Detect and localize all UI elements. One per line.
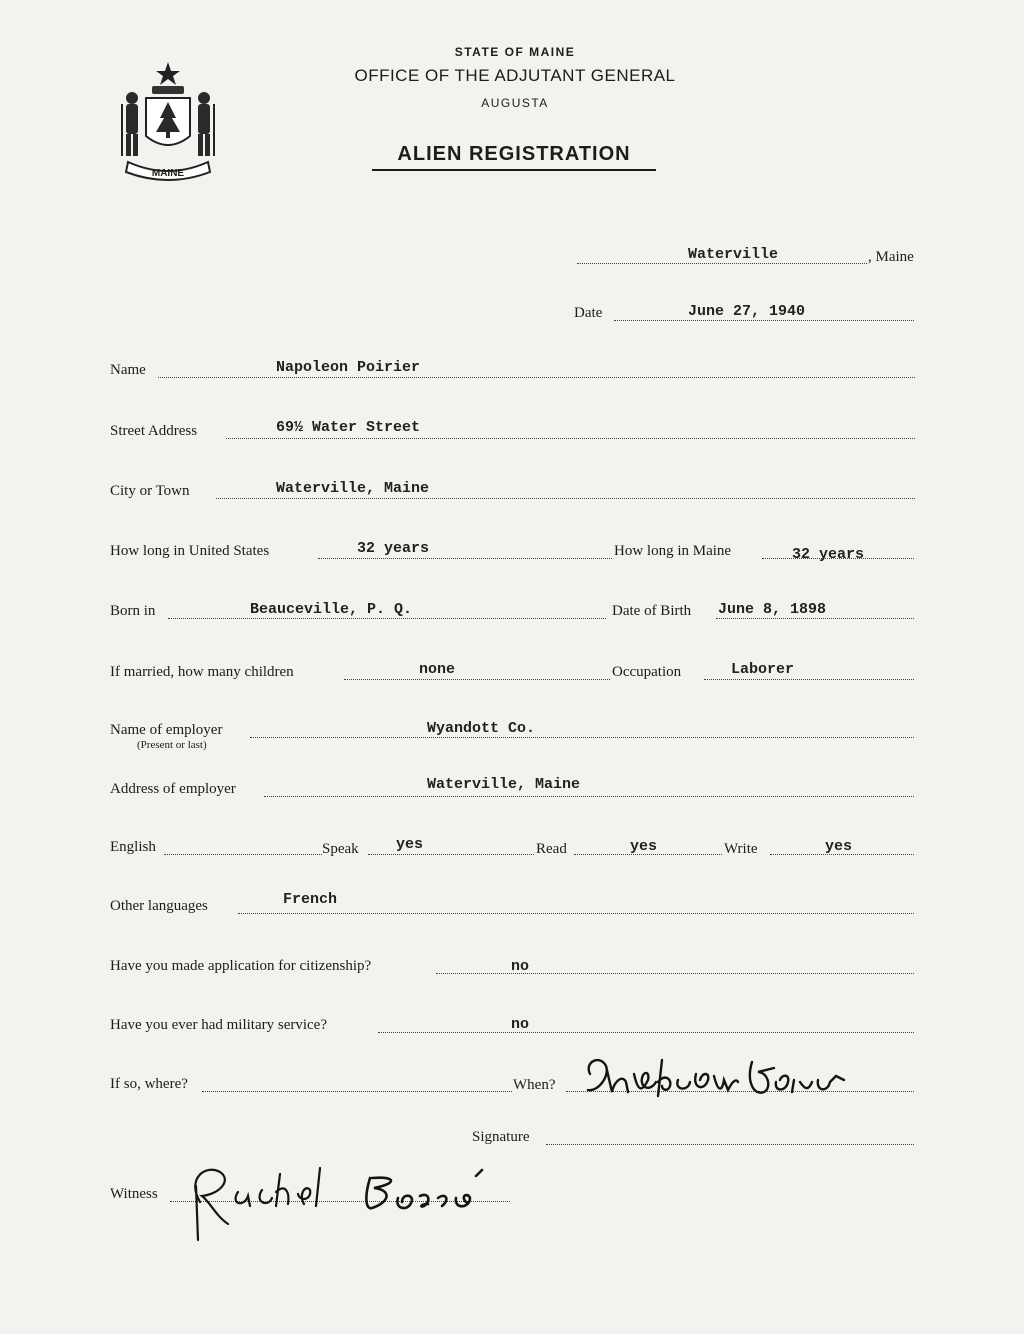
street-address-label: Street Address: [110, 423, 198, 439]
employer-name-sublabel: (Present or last): [137, 739, 207, 751]
read-value: yes: [630, 838, 658, 855]
applicant-signature: [578, 1052, 858, 1108]
when-label: When?: [513, 1077, 556, 1093]
employer-address-line: [264, 796, 914, 797]
write-value: yes: [825, 838, 853, 855]
date-label: Date: [574, 305, 603, 321]
date-line: [614, 320, 914, 321]
children-label: If married, how many children: [110, 664, 294, 680]
city-line: [216, 498, 915, 499]
children-value: none: [419, 661, 456, 678]
other-languages-line: [238, 913, 914, 914]
date-value: June 27, 1940: [688, 303, 806, 320]
citizenship-value: no: [511, 958, 530, 975]
dob-label: Date of Birth: [612, 603, 692, 619]
occupation-label: Occupation: [612, 664, 682, 680]
where-label: If so, where?: [110, 1076, 188, 1092]
military-label: Have you ever had military service?: [110, 1017, 327, 1033]
occupation-line: [704, 679, 914, 680]
children-line: [344, 679, 610, 680]
english-label: English: [110, 839, 156, 855]
how-long-maine-label: How long in Maine: [614, 543, 732, 559]
name-label: Name: [110, 362, 146, 378]
military-value: no: [511, 1016, 530, 1033]
born-in-value: Beauceville, P. Q.: [250, 601, 413, 618]
write-label: Write: [724, 841, 758, 857]
other-languages-value: French: [283, 891, 338, 908]
name-line: [158, 377, 915, 378]
city-heading: AUGUSTA: [481, 96, 549, 110]
where-line: [202, 1091, 512, 1092]
employer-name-line: [250, 737, 914, 738]
place-value: Waterville: [688, 246, 779, 263]
city-label: City or Town: [110, 483, 190, 499]
name-value: Napoleon Poirier: [276, 359, 421, 376]
employer-address-value: Waterville, Maine: [427, 776, 581, 793]
place-line: [577, 263, 867, 264]
dob-line: [716, 618, 914, 619]
city-value: Waterville, Maine: [276, 480, 430, 497]
other-languages-label: Other languages: [110, 898, 208, 914]
street-address-line: [226, 438, 915, 439]
state-seal-icon: [112, 58, 224, 186]
citizenship-label: Have you made application for citizenship?: [110, 958, 372, 974]
how-long-us-value: 32 years: [357, 540, 430, 557]
speak-label: Speak: [322, 841, 359, 857]
witness-label: Witness: [110, 1186, 158, 1202]
citizenship-line: [436, 973, 914, 974]
witness-signature: [176, 1158, 516, 1244]
street-address-value: 69½ Water Street: [276, 419, 421, 436]
read-label: Read: [536, 841, 567, 857]
military-line: [378, 1032, 914, 1033]
employer-name-label: Name of employer: [110, 722, 223, 738]
signature-label: Signature: [472, 1129, 530, 1145]
born-in-label: Born in: [110, 603, 156, 619]
signature-line: [546, 1144, 914, 1145]
speak-value: yes: [396, 836, 424, 853]
english-line: [164, 854, 322, 855]
form-title: ALIEN REGISTRATION: [372, 143, 656, 171]
how-long-maine-value: 32 years: [792, 546, 865, 563]
born-in-line: [168, 618, 606, 619]
state-heading: STATE OF MAINE: [454, 45, 576, 59]
how-long-us-label: How long in United States: [110, 543, 270, 559]
svg-text:MAINE: MAINE: [151, 168, 185, 179]
how-long-us-line: [318, 558, 612, 559]
occupation-value: Laborer: [731, 661, 795, 678]
speak-line: [368, 854, 534, 855]
dob-value: June 8, 1898: [718, 601, 827, 618]
place-suffix: , Maine: [868, 249, 914, 265]
office-heading: OFFICE OF THE ADJUTANT GENERAL: [354, 66, 676, 85]
employer-name-value: Wyandott Co.: [427, 720, 536, 737]
employer-address-label: Address of employer: [110, 781, 236, 797]
